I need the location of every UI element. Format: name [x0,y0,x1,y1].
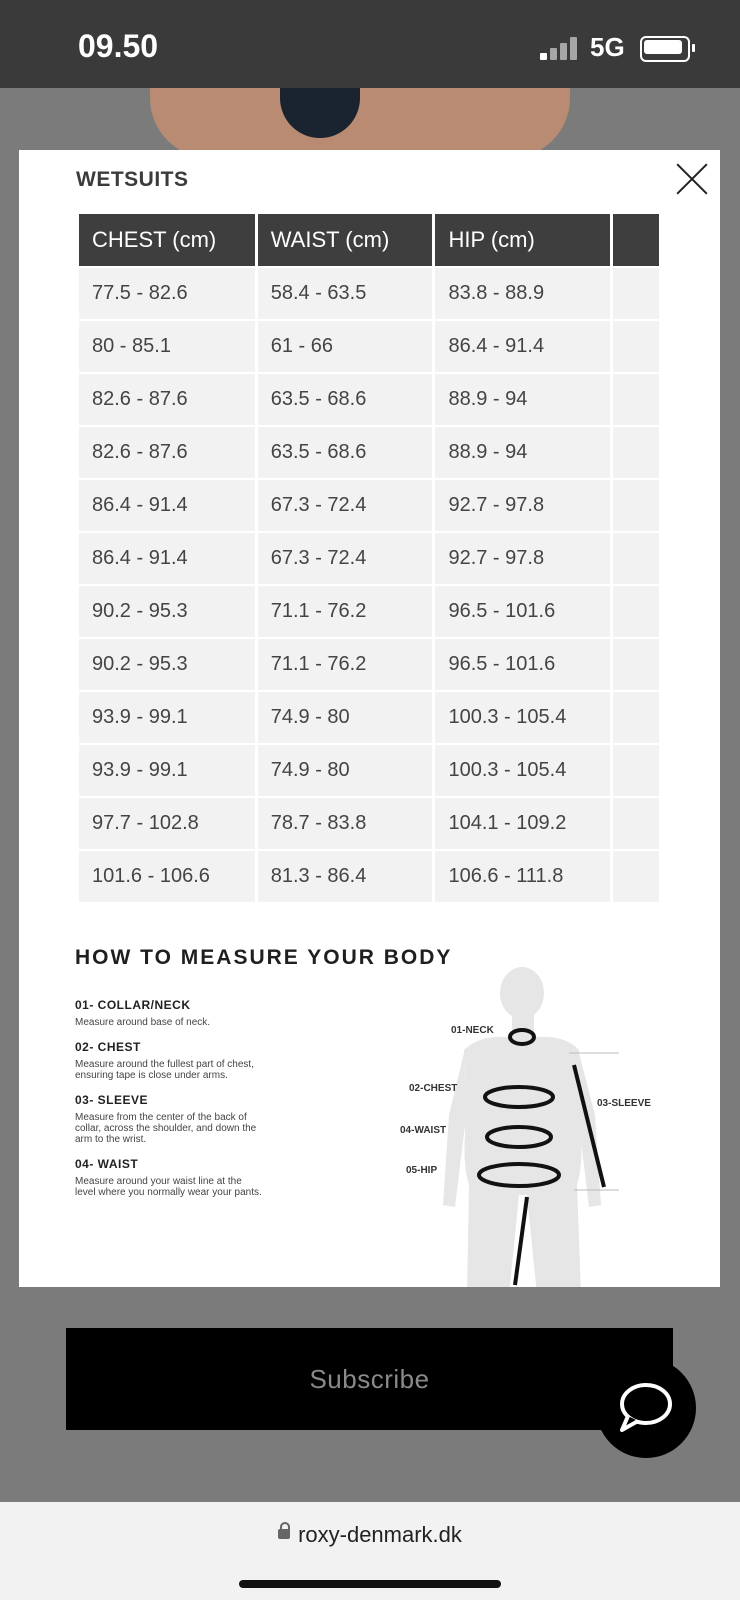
table-cell: 63.5 - 68.6 [258,374,433,425]
subscribe-button[interactable]: Subscribe [66,1328,673,1430]
table-cell: 104.1 - 109.2 [435,798,610,849]
step-sleeve: 03- SLEEVE Measure from the center of the back of collar, across the shoulder, and down the arm to the wrist. [75,1093,257,1145]
browser-url-bar[interactable] [0,1502,740,1600]
table-cell: 74.9 - 80 [258,692,433,743]
size-table [76,212,662,904]
table-cell: 96.5 - 101.6 [435,586,610,637]
table-cell: 83.8 - 88.9 [435,268,610,319]
table-cell: 92.7 - 97.8 [435,480,610,531]
step-neck: 01- COLLAR/NECK Measure around base of neck. [75,998,211,1028]
table-cell: 90.2 - 95.3 [79,639,255,690]
table-cell-next [613,533,659,584]
table-cell-next [613,798,659,849]
table-cell-next [613,480,659,531]
step-waist: 04- WAIST Measure around your waist line at the level where you normally wear your pants. [75,1157,262,1198]
table-cell: 88.9 - 94 [435,374,610,425]
label-neck: 01-NECK [451,1025,494,1036]
table-cell: 74.9 - 80 [258,745,433,796]
close-icon[interactable] [675,162,709,196]
table-cell: 93.9 - 99.1 [79,692,255,743]
network-type: 5G [590,32,625,62]
table-cell-next [613,427,659,478]
table-cell: 81.3 - 86.4 [258,851,433,902]
size-guide-modal [19,150,720,1287]
table-header-row [76,214,659,266]
table-cell: 78.7 - 83.8 [258,798,433,849]
table-cell: 96.5 - 101.6 [435,639,610,690]
table-cell: 86.4 - 91.4 [79,533,255,584]
table-cell-next [613,321,659,372]
body-diagram [369,965,659,1287]
label-waist: 04-WAIST [400,1125,447,1136]
label-chest: 02-CHEST [409,1083,458,1094]
product-photo [0,88,740,150]
step-chest: 02- CHEST Measure around the fullest part of chest, ensuring tape is close under arms. [75,1040,254,1081]
measure-steps [75,998,265,1210]
table-cell: 92.7 - 97.8 [435,533,610,584]
battery-icon [640,36,690,62]
table-cell: 63.5 - 68.6 [258,427,433,478]
table-row [76,851,659,902]
header-waist: WAIST (cm) [258,214,433,266]
table-cell: 67.3 - 72.4 [258,533,433,584]
lock-icon [278,1529,290,1539]
table-cell: 61 - 66 [258,321,433,372]
chat-button[interactable] [596,1358,696,1458]
table-cell: 82.6 - 87.6 [79,374,255,425]
table-cell: 71.1 - 76.2 [258,639,433,690]
table-row [76,321,659,372]
table-cell: 100.3 - 105.4 [435,692,610,743]
clock: 09.50 [78,28,159,64]
header-hip: HIP (cm) [435,214,610,266]
chat-bubble-icon [596,1358,696,1458]
table-cell: 106.6 - 111.8 [435,851,610,902]
table-cell: 101.6 - 106.6 [79,851,255,902]
table-cell: 86.4 - 91.4 [435,321,610,372]
modal-title: WETSUITS [76,168,189,191]
table-cell: 67.3 - 72.4 [258,480,433,531]
table-cell-next [613,692,659,743]
table-cell-next [613,639,659,690]
table-cell: 80 - 85.1 [79,321,255,372]
label-hip: 05-HIP [406,1165,438,1176]
table-row [76,427,659,478]
table-row [76,692,659,743]
table-row [76,374,659,425]
table-cell: 82.6 - 87.6 [79,427,255,478]
table-cell-next [613,745,659,796]
signal-icon [540,36,580,60]
table-row [76,798,659,849]
table-cell: 86.4 - 91.4 [79,480,255,531]
table-cell-next [613,586,659,637]
table-cell-next [613,851,659,902]
table-row [76,268,659,319]
header-next [613,214,659,266]
howto-title: HOW TO MEASURE YOUR BODY [75,946,453,969]
table-cell: 58.4 - 63.5 [258,268,433,319]
table-row [76,745,659,796]
url-text: roxy-denmark.dk [298,1522,462,1547]
table-cell-next [613,268,659,319]
table-row [76,639,659,690]
header-chest: CHEST (cm) [79,214,255,266]
table-cell: 90.2 - 95.3 [79,586,255,637]
size-table-scroll[interactable] [76,212,662,914]
table-cell: 71.1 - 76.2 [258,586,433,637]
table-cell: 77.5 - 82.6 [79,268,255,319]
table-cell: 97.7 - 102.8 [79,798,255,849]
table-cell: 93.9 - 99.1 [79,745,255,796]
label-sleeve: 03-SLEEVE [597,1098,651,1109]
table-row [76,586,659,637]
table-cell: 88.9 - 94 [435,427,610,478]
table-row [76,533,659,584]
table-cell: 100.3 - 105.4 [435,745,610,796]
table-cell-next [613,374,659,425]
status-bar [0,0,740,88]
home-indicator [239,1580,501,1588]
table-row [76,480,659,531]
